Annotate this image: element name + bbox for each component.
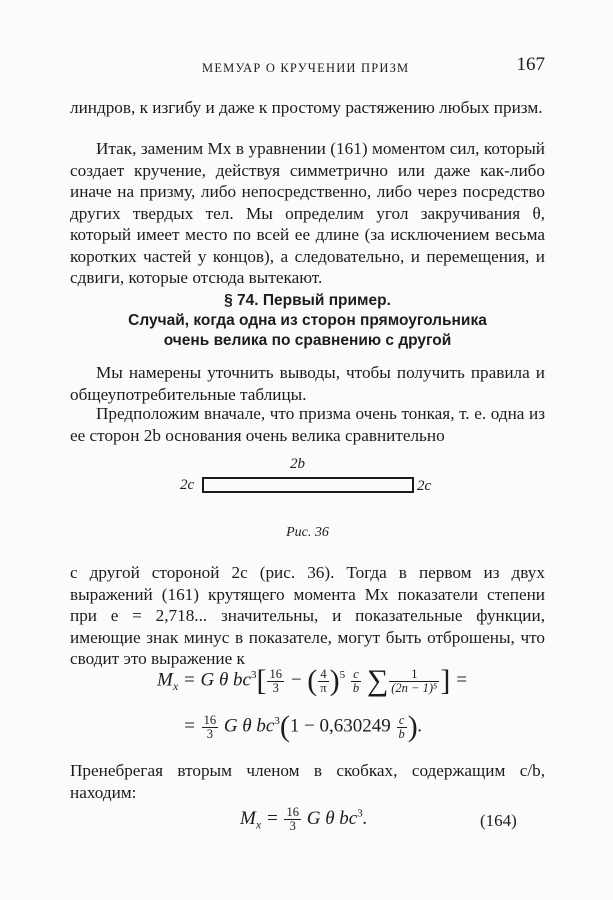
figure-label-2c-right: 2c xyxy=(417,478,432,494)
section-heading-line-1: § 74. Первый пример. xyxy=(224,292,391,309)
equation-number: (164) xyxy=(480,811,517,830)
equation-164: $M_x$ = $\frac{16}{3}$ G θ $bc^3$. xyxy=(240,805,368,833)
section-heading-line-3: очень велика по сравнению с другой xyxy=(163,332,452,349)
running-title: МЕМУАР О КРУЧЕНИИ ПРИЗМ xyxy=(202,61,410,75)
paragraph-4: Предположим вначале, что призма очень тонкая, т. е. одна из ее сторон 2b основания очень велика сравнительно xyxy=(70,404,545,445)
paragraph-6: Пренебрегая вторым членом в скобках, содержащим c/b, находим: xyxy=(70,761,545,802)
page-number: 167 xyxy=(516,54,545,75)
equation-torque-approx: = $\frac{16}{3}$ G θ $bc^3(1 - 0,630249$ $\frac{c}{b}$ ). xyxy=(183,710,423,743)
paragraph-2: Итак, заменим Mx в уравнении (161) моментом сил, который создает кручение, действуя симметрично или даже как-либо иначе на призму, либо непосредственно, либо через посредство других твердых тел. Мы определим угол закручивания θ, который имеет место по всей ее длине (за исключением весьма коротких частей у концов), а следовательно, и перемещения, и сдвиги, которые отсюда вытекают. xyxy=(70,139,545,287)
figure-caption: Рис. 36 xyxy=(286,525,329,540)
paragraph-1: линдров, к изгибу и даже к простому растяжению любых призм. xyxy=(70,98,543,117)
figure-label-2b: 2b xyxy=(290,456,305,472)
prism-cross-section-rectangle xyxy=(202,477,414,493)
paragraph-5: с другой стороной 2c (рис. 36). Тогда в первом из двух выражений (161) крутящего момента Mx показатели степени при e = 2,718... значительны, и показательные функции, имеющие знак минус в показателе, могут быть отброшены, что сводит это выражение к xyxy=(70,563,545,668)
paragraph-3: Мы намерены уточнить выводы, чтобы получить правила и общеупотребительные таблицы. xyxy=(70,363,545,404)
equation-torque-expansion: $M_x = G$ θ $bc^3$[ $\frac{16}{3}$ − ( $\frac{4}{\pi}$ )$^5$ $\frac{c}{b}$ ∑ $\frac{1}{\text{(2n − 1)⁵}}$ ] = xyxy=(157,664,468,697)
section-heading-line-2: Случай, когда одна из сторон прямоугольника xyxy=(128,312,487,329)
figure-36 xyxy=(180,456,440,506)
figure-label-2c-left: 2c xyxy=(180,477,195,493)
section-heading xyxy=(70,291,545,351)
